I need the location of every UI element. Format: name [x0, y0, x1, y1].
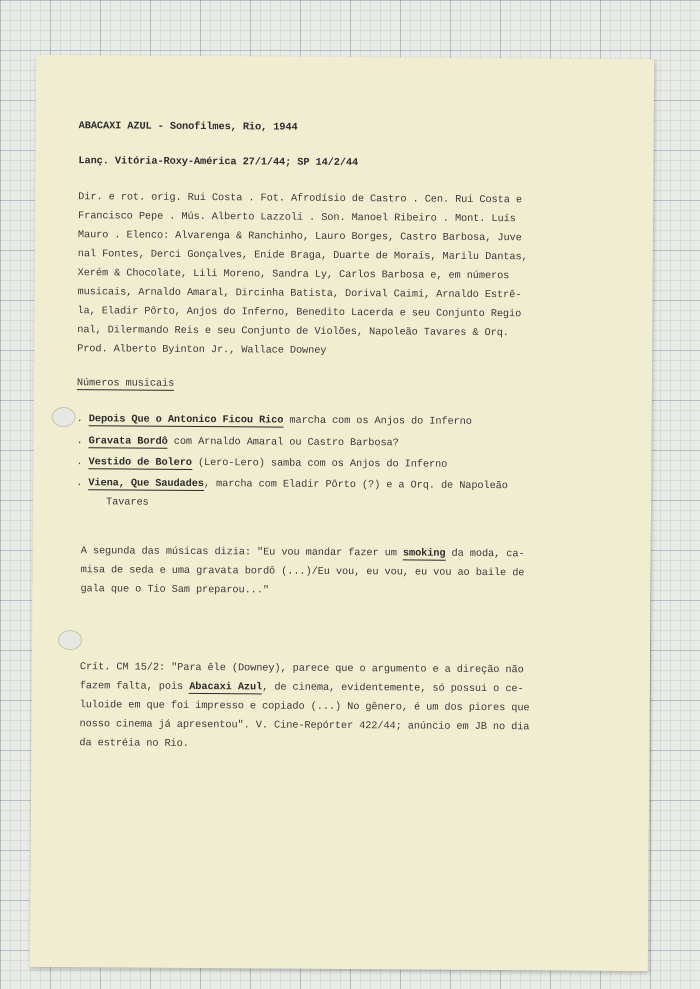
song-title: Viena, Que Saudades: [88, 477, 204, 491]
quote-line: [81, 545, 525, 560]
film-title-line: ABACAXI AZUL - Sonofilmes, Rio, 1944: [78, 120, 298, 134]
credits-line: Prod. Alberto Byinton Jr., Wallace Downey: [77, 343, 327, 357]
list-item-continuation: Tavares: [106, 496, 149, 509]
song-info: marcha com os Anjos do Inferno: [283, 414, 472, 428]
quote-text: A segunda das músicas dizia: "Eu vou mandar fazer um: [80, 545, 403, 560]
punch-hole: [58, 630, 82, 650]
song-title: Gravata Bordô: [88, 435, 168, 448]
critique-line: da estréia no Rio.: [79, 737, 189, 750]
punch-hole: [52, 407, 76, 427]
document-page: [30, 55, 654, 971]
musicals-heading-text: Números musicais: [76, 377, 175, 390]
song-title: Vestido de Bolero: [88, 456, 192, 469]
critique-text: fazem falta, pois: [79, 680, 190, 693]
credits-line: nal Fontes, Derci Gonçalves, Enide Braga, Duarte de Morais, Marilu Dantas,: [77, 248, 528, 264]
bullet: .: [76, 477, 89, 490]
credits-line: Francisco Pepe . Mús. Alberto Lazzoli . Son. Manoel Ribeiro . Mont. Luís: [78, 210, 516, 226]
critique-underlined: Abacaxi Azul: [189, 680, 263, 694]
bullet: .: [76, 456, 89, 469]
critique-line: [80, 680, 524, 695]
list-item: [77, 413, 472, 428]
quote-line: gala que o Tio Sam preparou...": [80, 583, 269, 597]
credits-line: Mauro . Elenco: Alvarenga & Ranchinho, Lauro Borges, Castro Barbosa, Juve: [77, 229, 522, 245]
song-info: com Arnaldo Amaral ou Castro Barbosa?: [167, 435, 399, 450]
bullet: .: [76, 413, 89, 426]
list-item: [76, 456, 447, 471]
critique-line: luloide em que foi impresso e copiado (...) No gênero, é um dos piores que: [79, 699, 530, 715]
quote-text: da moda, ca-: [445, 547, 525, 561]
critique-line: nosso cinema já apresentou". V. Cine-Repórter 422/44; anúncio em JB no dia: [79, 718, 530, 734]
song-title: Depois Que o Antonico Ficou Rico: [88, 413, 284, 427]
list-item: [76, 435, 398, 449]
credits-line: la, Eladir Pôrto, Anjos do Inferno, Benedito Lacerda e seu Conjunto Regio: [77, 305, 522, 321]
credits-line: nal, Dilermando Reis e seu Conjunto de Violões, Napoleão Tavares & Orq.: [77, 324, 509, 340]
quote-underlined: smoking: [402, 547, 446, 560]
bullet: .: [76, 435, 89, 448]
credits-line: musicais, Arnaldo Amaral, Dircinha Batista, Dorival Caimi, Arnaldo Estrê-: [77, 286, 522, 302]
song-info: (Lero-Lero) samba com os Anjos do Inferno: [191, 456, 448, 471]
release-line: Lanç. Vitória-Roxy-América 27/1/44; SP 14/2/44: [78, 155, 359, 170]
quote-line: misa de seda e uma gravata bordô (...)/Eu vou, eu vou, eu vou ao baile de: [80, 564, 525, 580]
critique-line: Crít. CM 15/2: "Para êle (Downey), parece que o argumento e a direção não: [79, 661, 524, 677]
list-item: [76, 477, 508, 492]
song-info: , marcha com Eladir Pôrto (?) e a Orq. de Napoleão: [203, 478, 508, 493]
credits-line: Dir. e rot. orig. Rui Costa . Fot. Afrodísio de Castro . Cen. Rui Costa e: [78, 191, 523, 207]
critique-text: , de cinema, evidentemente, só possui o ce-: [262, 681, 524, 696]
credits-line: Xerém & Chocolate, Lili Moreno, Sandra Ly, Carlos Barbosa e, em números: [77, 267, 510, 283]
musicals-heading: [77, 377, 174, 390]
